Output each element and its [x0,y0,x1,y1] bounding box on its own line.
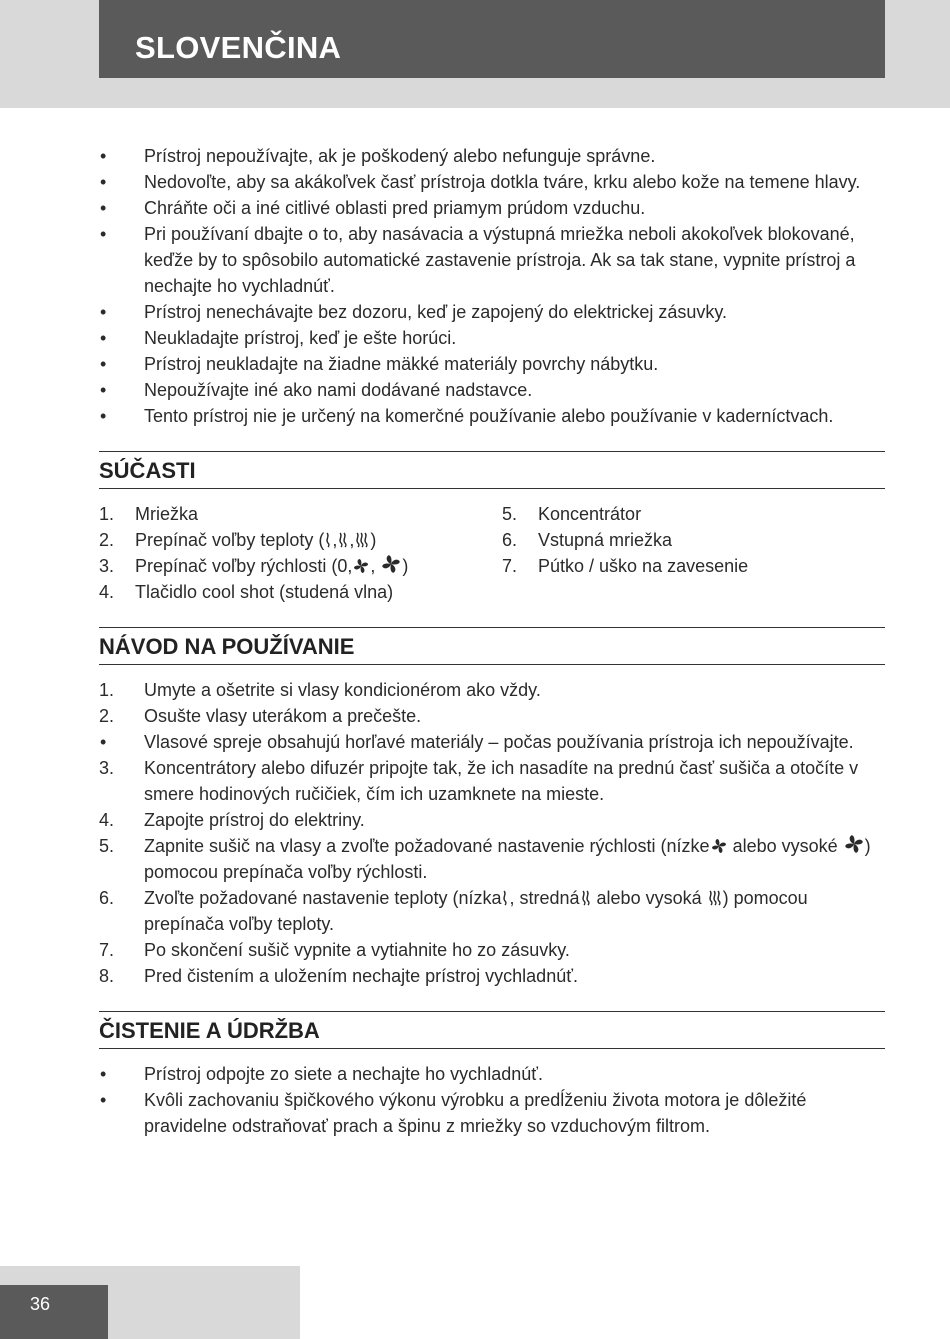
heat-medium-icon [581,890,591,906]
parts-list-right [502,501,885,605]
list-item: • Nedovoľte, aby sa akákoľvek časť prístroja dotkla tváre, krku alebo kože na temene hlavy. [100,172,861,192]
list-item: • Kvôli zachovaniu špičkového výkonu výrobku a predĺženiu života motora je dôležité pravidelne odstraňovať prach a špinu z mriežky so vzduchovým filtrom. [100,1090,807,1136]
list-item: • Prístroj neukladajte na žiadne mäkké materiály povrchy nábytku. [100,354,659,374]
heat-high-icon [708,890,722,906]
cleaning-section [99,1011,885,1139]
list-item: 7. Po skončení sušič vypnite a vytiahnite ho zo zásuvky. [99,940,570,960]
fan-high-icon [381,554,401,574]
list-item: 4. Tlačidlo cool shot (studená vlna) [99,582,394,602]
page-title: SLOVENČINA [135,30,342,65]
list-item: • Prístroj nenechávajte bez dozoru, keď je zapojený do elektrickej zásuvky. [100,302,728,322]
list-item: • Nepoužívajte iné ako nami dodávané nadstavce. [100,380,533,400]
heat-low-icon [502,890,508,906]
list-item: 3. Prepínač voľby rýchlosti (0, , ) [99,556,409,576]
instructions-section [99,627,885,989]
heat-medium-icon [338,532,348,548]
safety-list [99,143,885,429]
section-heading: NÁVOD NA POUŽÍVANIE [99,627,885,665]
list-item: 2. Osušte vlasy uterákom a prečešte. [99,706,422,726]
list-item: 5. Zapnite sušič na vlasy a zvoľte požadované nastavenie rýchlosti (nízke alebo vysoké ) pomocou prepínača voľby rýchlosti. [99,836,871,882]
list-item: 1. Mriežka [99,504,199,524]
section-heading: ČISTENIE A ÚDRŽBA [99,1011,885,1049]
heat-low-icon [325,532,331,548]
parts-list-left [99,501,502,605]
instructions-list [99,677,885,989]
list-item: 3. Koncentrátory alebo difuzér pripojte tak, že ich nasadíte na prednú časť sušiča a otočíte v smere hodinových ručičiek, čím ich uzamknete na mieste. [99,758,859,804]
list-item: • Pri používaní dbajte o to, aby nasávacia a výstupná mriežka neboli akokoľvek blokované, keďže by to spôsobilo automatické zastavenie prístroja. Ak sa tak stane, vypnite prístroj a nechajte ho vychladnúť. [100,224,856,296]
list-item: • Prístroj odpojte zo siete a nechajte ho vychladnúť. [100,1064,543,1084]
content [99,143,885,1139]
list-item: • Chráňte oči a iné citlivé oblasti pred priamym prúdom vzduchu. [100,198,646,218]
list-item: 6. Zvoľte požadované nastavenie teploty (nízka , stredná alebo vysoká ) pomocou prepínača voľby teploty. [99,888,808,934]
list-item: 8. Pred čistením a uložením nechajte prístroj vychladnúť. [99,966,578,986]
list-item: • Prístroj nepoužívajte, ak je poškodený alebo nefunguje správne. [100,146,656,166]
list-item: 4. Zapojte prístroj do elektriny. [99,810,365,830]
list-item: • Tento prístroj nie je určený na komerčné používanie alebo používanie v kaderníctvach. [100,406,834,426]
page-number: 36 [0,1285,108,1339]
list-item: 1. Umyte a ošetrite si vlasy kondicionérom ako vždy. [99,680,541,700]
list-item: 7. Pútko / uško na zavesenie [502,556,749,576]
section-heading: SÚČASTI [99,451,885,489]
fan-low-icon [711,838,727,854]
parts-columns [99,501,885,605]
list-item: 2. Prepínač voľby teploty ( , , ) [99,530,377,550]
parts-section [99,451,885,605]
fan-low-icon [353,558,369,574]
heat-high-icon [355,532,369,548]
fan-high-icon [844,834,864,854]
cleaning-list [99,1061,885,1139]
list-item: • Vlasové spreje obsahujú horľavé materiály – počas používania prístroja ich nepoužívajte. [100,732,854,752]
list-item: • Neukladajte prístroj, keď je ešte horúci. [100,328,457,348]
language-bar [99,0,885,78]
list-item: 6. Vstupná mriežka [502,530,673,550]
list-item: 5. Koncentrátor [502,504,642,524]
